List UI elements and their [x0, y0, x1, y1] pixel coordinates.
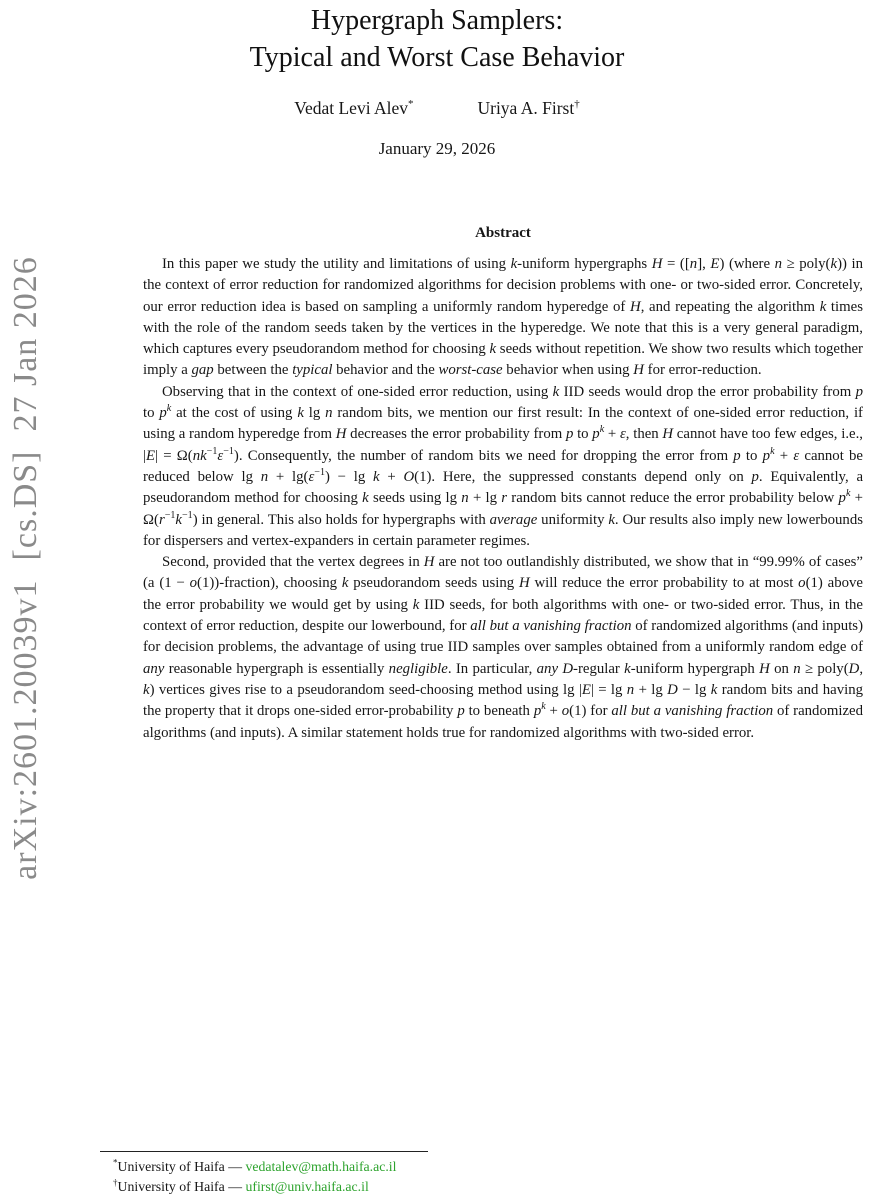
- footnote-affiliation: University of Haifa —: [117, 1159, 246, 1174]
- footnote-email-link[interactable]: ufirst@univ.haifa.ac.il: [245, 1178, 369, 1194]
- abstract-heading: Abstract: [475, 225, 531, 241]
- author-footnote-mark: *: [407, 98, 414, 111]
- author-name: Uriya A. First: [477, 98, 575, 118]
- footnote-email-link[interactable]: vedatalev@math.haifa.ac.il: [245, 1159, 397, 1174]
- paper-date: January 29, 2026: [378, 139, 496, 158]
- footnote-mark: †: [113, 1177, 118, 1188]
- author: [477, 98, 579, 119]
- footnote-item: [100, 1157, 600, 1177]
- author-name: Vedat Levi Alev: [294, 98, 408, 118]
- author-footnote-mark: †: [574, 98, 580, 111]
- author: [294, 98, 413, 119]
- paper-title-line1: Hypergraph Samplers:: [310, 5, 564, 36]
- footnote-mark: *: [113, 1157, 118, 1168]
- abstract-paragraph: Observing that in the context of one-sided error reduction, using k IID seeds would drop the error probability from p to $p^k$ at the cost of using k lg n random bits, we mention our first result: In the context of one-sided error reduction, if using a random hyperedge from H decreases the error probability from p to $p^k + \varepsilon$, then H cannot have too few edges, i.e., $|E| = \Omega(nk^{-1}\varepsilon^{-1})$. Consequently, the number of random bits we need for dropping the error from p to $p^k + \varepsilon$ cannot be reduced below $\lg n + \lg(\varepsilon^{-1}) - \lg k + O(1)$. Here, the suppressed constants depend only on p. Equivalently, a pseudorandom method for choosing k seeds using lg n + lg r random bits cannot reduce the error probability below $p^k + \Omega(r^{-1}k^{-1})$ in general. This also holds for hypergraphs with average uniformity k. Our results also imply new lowerbounds for dispersers and vertex-expanders in certain parameter regimes.: [143, 383, 864, 549]
- arxiv-stamp: arXiv:2601.20039v1 [cs.DS] 27 Jan 2026: [7, 256, 44, 880]
- footnote-item: [100, 1177, 600, 1197]
- paper-title: [0, 2, 874, 76]
- abstract-paragraph: Second, provided that the vertex degrees in H are not too outlandishly distributed, we show that in “99.99% of cases” (a (1 − o(1))-fraction), choosing k pseudorandom seeds using H will reduce the error probability to at most o(1) above the error probability we would get by using k IID seeds, for both algorithms with one- or two-sided error. Thus, in the context of error reduction, despite our lowerbound, for all but a vanishing fraction of randomized algorithms (and inputs) for decision problems, the advantage of using true IID samples over samples obtained from a uniformly random edge of any reasonable hypergraph is essentially negligible. In particular, any D-regular k-uniform hypergraph H on n ≥ poly(D, k) vertices gives rise to a pseudorandom seed-choosing method using lg |E| = lg n + lg D − lg k random bits and having the property that it drops one-sided error-probability p to beneath $p^k + o(1)$ for all but a vanishing fraction of randomized algorithms (and inputs). A similar statement holds true for randomized algorithms with two-sided error.: [143, 554, 864, 741]
- abstract-paragraph: In this paper we study the utility and limitations of using k-uniform hypergraphs H = ([n], E) (where n ≥ poly(k)) in the context of error reduction for randomized algorithms for decision problems with one- or two-sided error. Concretely, our error reduction idea is based on sampling a uniformly random hyperedge of H, and repeating the algorithm k times with the role of the random seeds taken by the vertices in the hyperedge. We note that this is a very general paradigm, which captures every pseudorandom method for choosing k seeds without repetition. We show two results which together imply a gap between the typical behavior and the worst-case behavior when using H for error-reduction.: [143, 256, 863, 379]
- footnote-rule: [100, 1151, 428, 1152]
- footnotes: [100, 1157, 600, 1197]
- paper-title-line2: Typical and Worst Case Behavior: [249, 42, 625, 73]
- authors-row: [0, 98, 874, 119]
- abstract-body: [143, 254, 863, 744]
- footnote-affiliation: University of Haifa —: [117, 1178, 246, 1194]
